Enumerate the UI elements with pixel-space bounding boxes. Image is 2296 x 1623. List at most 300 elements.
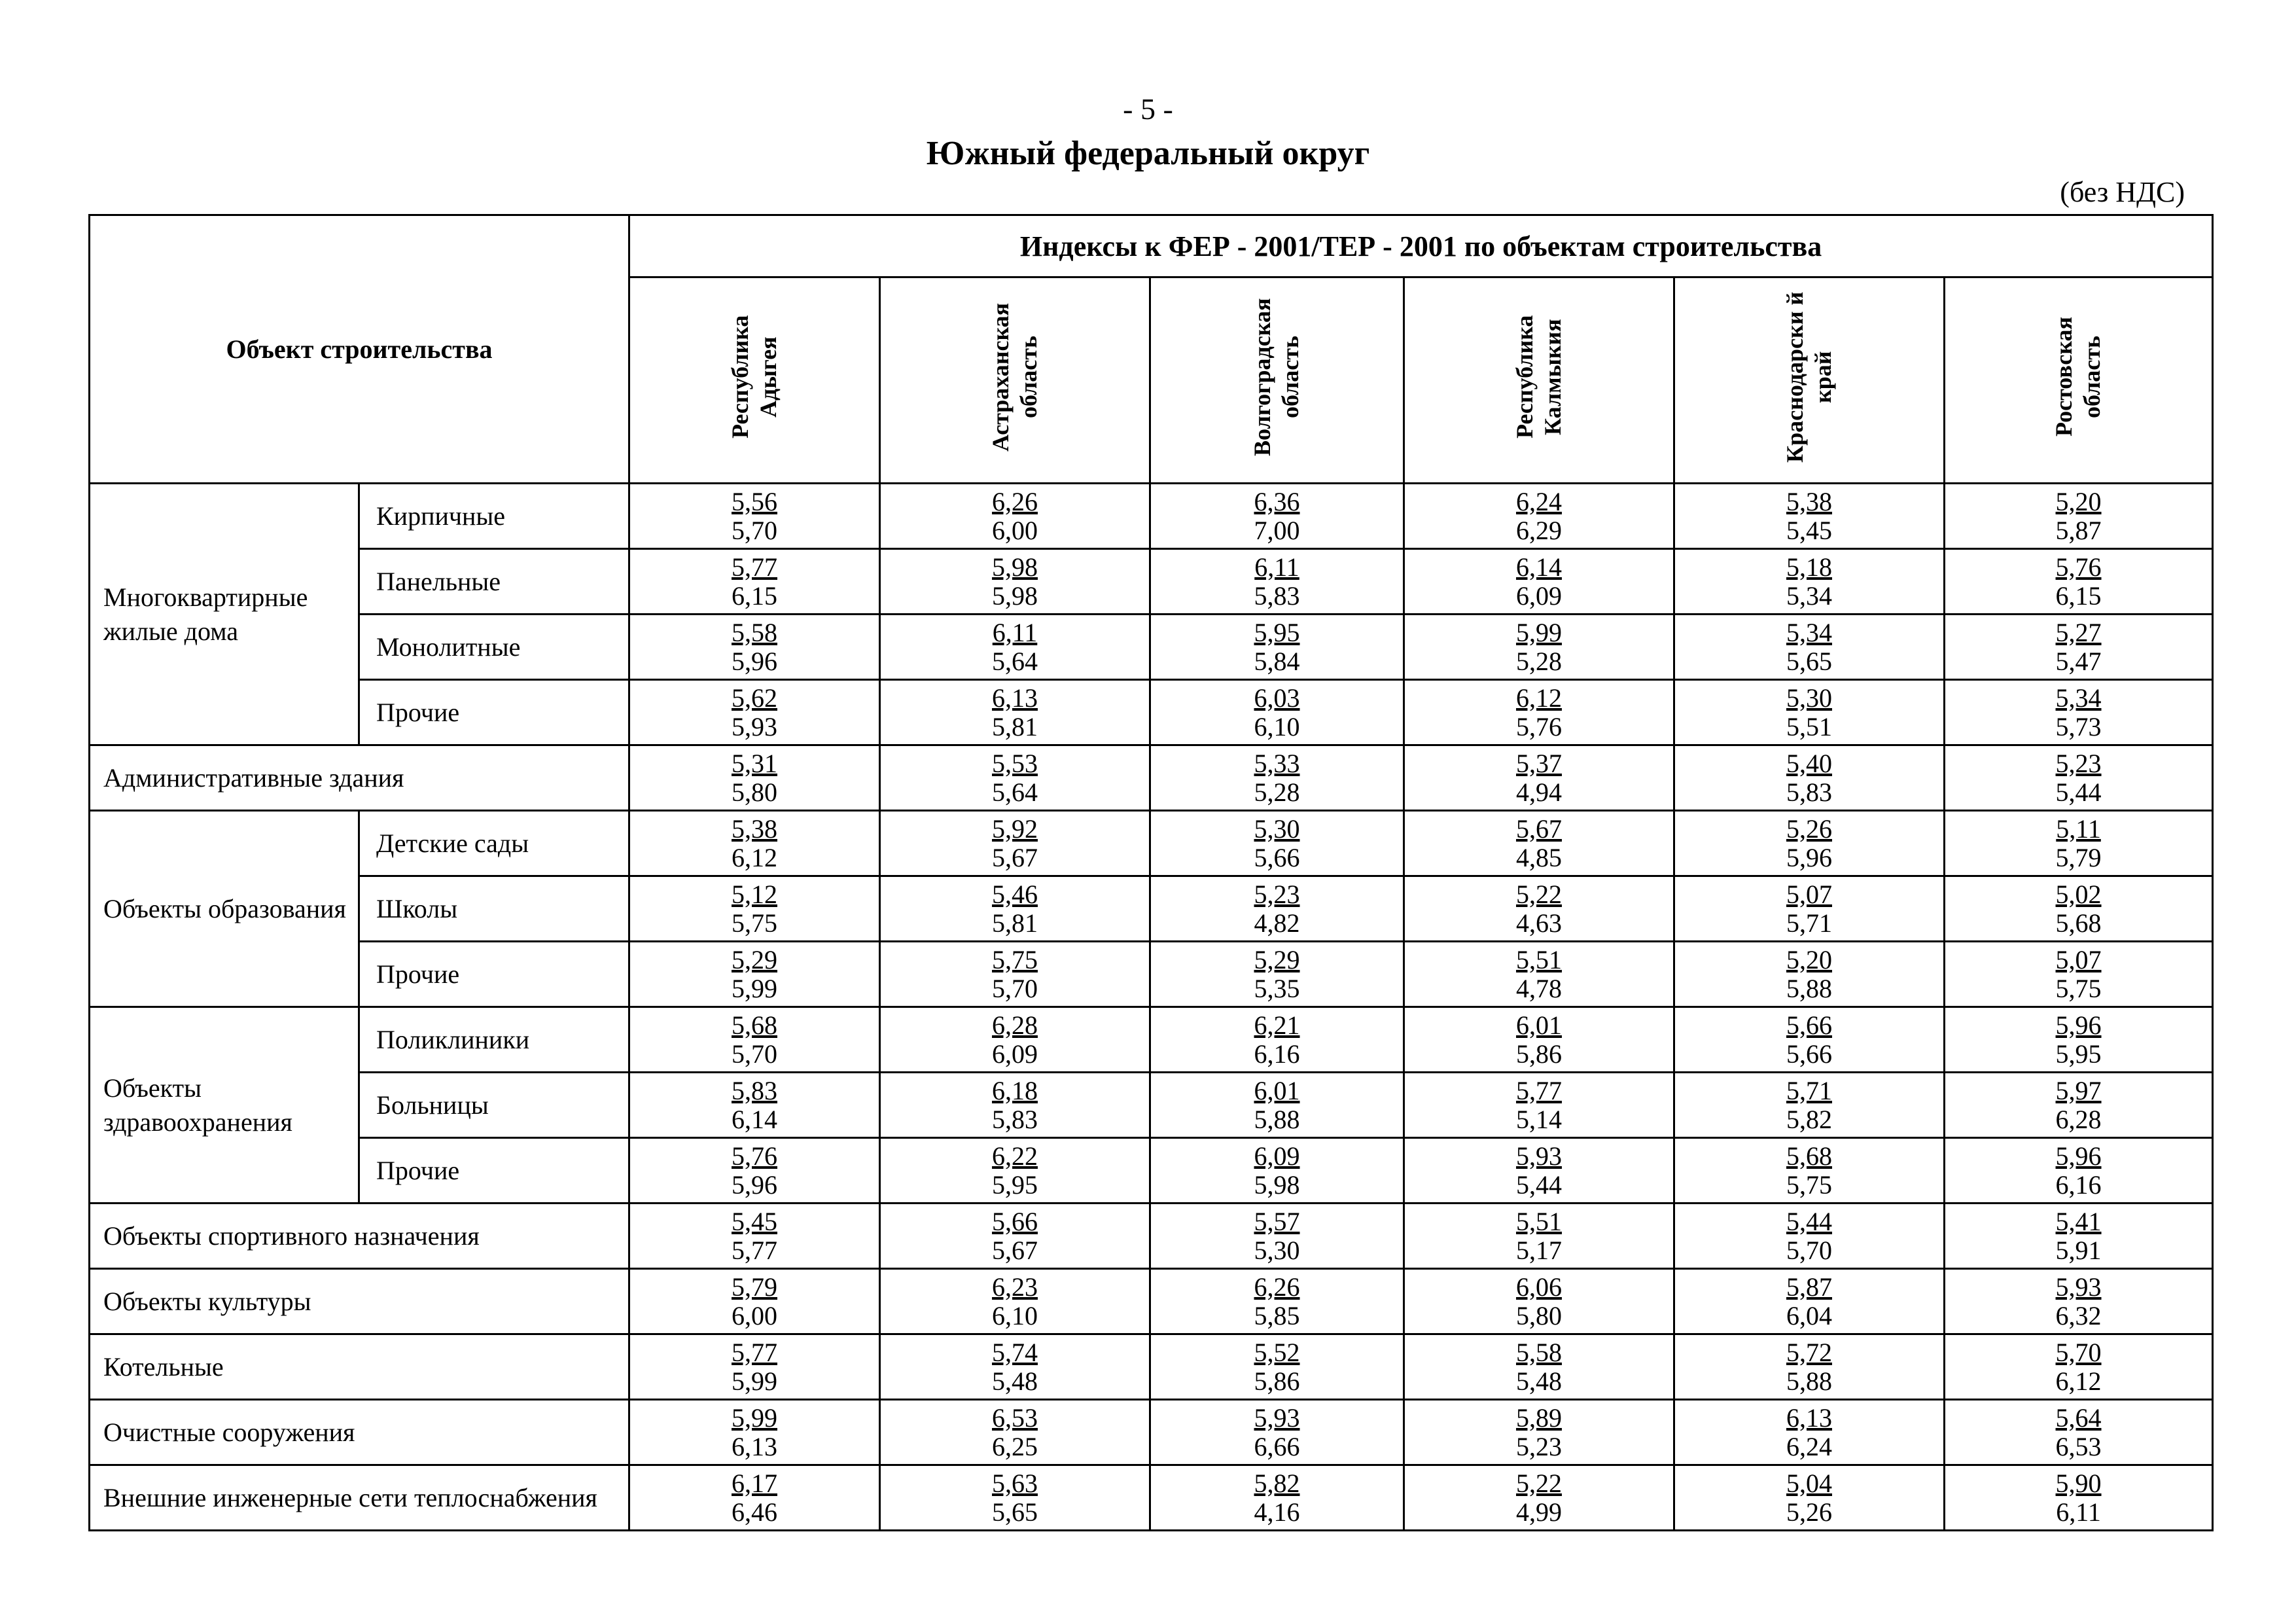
index-value-bottom: 5,75 (732, 908, 778, 938)
index-cell (1150, 1007, 1404, 1073)
index-value-bottom: 5,91 (2055, 1235, 2102, 1265)
index-value-top: 5,52 (1254, 1337, 1300, 1367)
index-value-bottom: 5,26 (1786, 1497, 1833, 1527)
index-cell (880, 811, 1150, 876)
index-value-bottom: 5,65 (1786, 646, 1833, 676)
subcategory-label: Кирпичные (359, 484, 629, 549)
index-value-top: 6,06 (1516, 1272, 1563, 1302)
index-value-top: 5,92 (992, 813, 1038, 844)
index-value-top: 6,03 (1254, 683, 1300, 713)
index-value-top: 5,41 (2055, 1206, 2102, 1236)
index-value-bottom: 5,81 (992, 908, 1038, 938)
index-cell (1150, 615, 1404, 680)
index-value-bottom: 6,46 (732, 1497, 778, 1527)
index-cell (1404, 1138, 1674, 1204)
index-cell (1150, 745, 1404, 811)
index-cell (1150, 1334, 1404, 1400)
index-value-top: 5,89 (1516, 1402, 1563, 1433)
index-cell (1674, 615, 1945, 680)
index-cell (1674, 811, 1945, 876)
category-label: Внешние инженерные сети теплоснабжения (90, 1465, 629, 1531)
index-value-top: 5,30 (1254, 813, 1300, 844)
subcategory-label: Поликлиники (359, 1007, 629, 1073)
index-value-top: 6,26 (1254, 1272, 1300, 1302)
index-cell (1404, 1007, 1674, 1073)
index-value-bottom: 4,85 (1516, 842, 1563, 872)
index-value-bottom: 5,83 (1254, 580, 1300, 611)
page-title: Южный федеральный округ (926, 135, 1370, 172)
index-value-top: 5,82 (1254, 1468, 1300, 1498)
region-header (1674, 277, 1945, 484)
table-row (90, 680, 2213, 745)
index-cell (1674, 745, 1945, 811)
index-value-bottom: 5,88 (1254, 1104, 1300, 1134)
index-cell (1945, 811, 2213, 876)
index-value-bottom: 5,88 (1786, 1366, 1833, 1396)
index-value-top: 5,72 (1786, 1337, 1833, 1367)
index-value-bottom: 5,82 (1786, 1104, 1833, 1134)
region-label: Астраханская область (987, 302, 1042, 452)
table-row (90, 1269, 2213, 1334)
index-value-top: 5,33 (1254, 748, 1300, 778)
index-cell (1404, 484, 1674, 549)
index-value-bottom: 4,94 (1516, 777, 1563, 807)
index-value-top: 5,26 (1786, 813, 1833, 844)
region-header (1945, 277, 2213, 484)
index-cell (1404, 876, 1674, 942)
index-value-bottom: 6,29 (1516, 515, 1563, 545)
indices-header: Индексы к ФЕР - 2001/ТЕР - 2001 по объектам строительства (629, 215, 2213, 277)
index-cell (629, 1269, 880, 1334)
index-value-bottom: 5,81 (992, 711, 1038, 741)
index-cell (1404, 615, 1674, 680)
index-value-bottom: 5,84 (1254, 646, 1300, 676)
category-label: Объекты культуры (90, 1269, 629, 1334)
index-value-top: 6,23 (992, 1272, 1038, 1302)
index-value-bottom: 6,09 (992, 1039, 1038, 1069)
index-value-bottom: 5,65 (992, 1497, 1038, 1527)
page-number: - 5 - (1123, 92, 1173, 126)
index-value-top: 5,97 (2055, 1075, 2102, 1105)
index-cell (1674, 1204, 1945, 1269)
index-cell (880, 745, 1150, 811)
index-value-bottom: 6,04 (1786, 1300, 1833, 1330)
index-value-bottom: 6,11 (2056, 1497, 2101, 1527)
index-value-top: 5,38 (1786, 486, 1833, 516)
index-value-top: 6,53 (992, 1402, 1038, 1433)
index-value-bottom: 5,70 (732, 515, 778, 545)
index-cell (1404, 549, 1674, 615)
index-value-top: 6,36 (1254, 486, 1300, 516)
index-value-top: 5,12 (732, 879, 778, 909)
index-value-top: 6,24 (1516, 486, 1563, 516)
index-value-top: 5,62 (732, 683, 778, 713)
index-value-top: 6,11 (1254, 552, 1299, 582)
index-value-bottom: 4,82 (1254, 908, 1300, 938)
index-value-bottom: 6,25 (992, 1431, 1038, 1461)
index-cell (1945, 745, 2213, 811)
index-cell (1150, 484, 1404, 549)
index-value-top: 5,71 (1786, 1075, 1833, 1105)
index-cell (1404, 745, 1674, 811)
table-row (90, 484, 2213, 549)
index-value-bottom: 5,83 (1786, 777, 1833, 807)
index-cell (1404, 1465, 1674, 1531)
index-cell (629, 942, 880, 1007)
index-value-top: 5,74 (992, 1337, 1038, 1367)
index-value-bottom: 5,44 (1516, 1169, 1563, 1200)
index-cell (880, 1204, 1150, 1269)
index-value-top: 6,18 (992, 1075, 1038, 1105)
index-value-top: 5,30 (1786, 683, 1833, 713)
index-value-bottom: 6,24 (1786, 1431, 1833, 1461)
category-label: Очистные сооружения (90, 1400, 629, 1465)
table-row (90, 1334, 2213, 1400)
index-value-top: 5,20 (2055, 486, 2102, 516)
region-label: Краснодарски й край (1781, 291, 1837, 463)
subcategory-label: Прочие (359, 942, 629, 1007)
index-cell (1945, 1007, 2213, 1073)
index-cell (880, 615, 1150, 680)
index-value-bottom: 4,78 (1516, 973, 1563, 1003)
index-cell (880, 1465, 1150, 1531)
index-cell (1674, 1465, 1945, 1531)
index-cell (1150, 549, 1404, 615)
index-value-bottom: 6,12 (732, 842, 778, 872)
index-value-top: 5,83 (732, 1075, 778, 1105)
index-value-bottom: 6,00 (732, 1300, 778, 1330)
index-value-top: 5,53 (992, 748, 1038, 778)
index-cell (1404, 1334, 1674, 1400)
index-value-top: 5,93 (2055, 1272, 2102, 1302)
index-cell (1674, 1334, 1945, 1400)
object-header: Объект строительства (90, 215, 629, 484)
index-cell (1150, 1400, 1404, 1465)
index-cell (880, 1400, 1150, 1465)
index-value-top: 5,87 (1786, 1272, 1833, 1302)
index-value-bottom: 6,16 (1254, 1039, 1300, 1069)
table-row (90, 1465, 2213, 1531)
index-value-bottom: 6,16 (2055, 1169, 2102, 1200)
index-value-top: 5,56 (732, 486, 778, 516)
index-value-top: 5,31 (732, 748, 778, 778)
index-value-bottom: 5,93 (732, 711, 778, 741)
index-value-bottom: 5,87 (2055, 515, 2102, 545)
index-value-top: 5,29 (732, 944, 778, 974)
index-value-top: 6,11 (992, 617, 1038, 647)
index-cell (1150, 1073, 1404, 1138)
index-cell (629, 1204, 880, 1269)
index-cell (1674, 1073, 1945, 1138)
index-value-top: 6,01 (1254, 1075, 1300, 1105)
index-value-top: 6,17 (732, 1468, 778, 1498)
index-cell (1945, 1400, 2213, 1465)
index-value-top: 5,27 (2055, 617, 2102, 647)
index-cell (1150, 1138, 1404, 1204)
index-cell (1945, 484, 2213, 549)
index-value-bottom: 5,75 (2055, 973, 2102, 1003)
index-value-bottom: 5,30 (1254, 1235, 1300, 1265)
region-label: Республика Адыгея (726, 315, 782, 439)
index-cell (1945, 1269, 2213, 1334)
index-value-bottom: 6,28 (2055, 1104, 2102, 1134)
index-value-bottom: 5,85 (1254, 1300, 1300, 1330)
index-cell (1945, 1465, 2213, 1531)
index-cell (880, 1334, 1150, 1400)
index-value-top: 5,51 (1516, 944, 1563, 974)
index-value-top: 5,66 (992, 1206, 1038, 1236)
index-value-top: 5,99 (732, 1402, 778, 1433)
index-value-top: 6,26 (992, 486, 1038, 516)
index-cell (629, 1007, 880, 1073)
index-value-top: 5,23 (2055, 748, 2102, 778)
subcategory-label: Панельные (359, 549, 629, 615)
index-value-top: 5,34 (1786, 617, 1833, 647)
index-value-bottom: 5,66 (1254, 842, 1300, 872)
index-value-top: 6,12 (1516, 683, 1563, 713)
index-value-top: 5,77 (1516, 1075, 1563, 1105)
index-value-top: 5,63 (992, 1468, 1038, 1498)
index-value-bottom: 5,80 (1516, 1300, 1563, 1330)
region-label: Волгоградская область (1249, 298, 1304, 456)
index-value-top: 5,40 (1786, 748, 1833, 778)
index-value-bottom: 5,67 (992, 842, 1038, 872)
category-label: Объекты спортивного назначения (90, 1204, 629, 1269)
index-cell (880, 1138, 1150, 1204)
index-value-top: 5,58 (1516, 1337, 1563, 1367)
index-value-top: 6,28 (992, 1010, 1038, 1040)
index-cell (1150, 942, 1404, 1007)
index-value-bottom: 5,86 (1516, 1039, 1563, 1069)
index-value-top: 5,64 (2055, 1402, 2102, 1433)
index-value-top: 5,22 (1516, 1468, 1563, 1498)
index-cell (1945, 680, 2213, 745)
index-value-top: 6,14 (1516, 552, 1563, 582)
index-value-top: 5,22 (1516, 879, 1563, 909)
index-value-bottom: 6,15 (732, 580, 778, 611)
index-cell (1150, 876, 1404, 942)
index-value-bottom: 5,44 (2055, 777, 2102, 807)
table-row (90, 876, 2213, 942)
category-label: Объекты здравоохранения (90, 1007, 359, 1204)
index-value-bottom: 5,86 (1254, 1366, 1300, 1396)
index-value-top: 6,21 (1254, 1010, 1300, 1040)
index-cell (1674, 1138, 1945, 1204)
index-value-top: 5,90 (2055, 1468, 2102, 1498)
table-row (90, 549, 2213, 615)
index-value-bottom: 5,99 (732, 973, 778, 1003)
index-value-bottom: 5,48 (992, 1366, 1038, 1396)
index-cell (629, 745, 880, 811)
index-value-top: 5,79 (732, 1272, 778, 1302)
index-value-bottom: 5,70 (732, 1039, 778, 1069)
index-value-bottom: 5,88 (1786, 973, 1833, 1003)
table-row (90, 745, 2213, 811)
index-cell (880, 1007, 1150, 1073)
index-value-top: 5,07 (2055, 944, 2102, 974)
index-value-bottom: 6,66 (1254, 1431, 1300, 1461)
index-value-bottom: 5,76 (1516, 711, 1563, 741)
index-value-top: 6,09 (1254, 1141, 1300, 1171)
category-label: Котельные (90, 1334, 629, 1400)
index-value-bottom: 6,53 (2055, 1431, 2102, 1461)
subcategory-label: Монолитные (359, 615, 629, 680)
subcategory-label: Прочие (359, 680, 629, 745)
index-cell (629, 1138, 880, 1204)
index-value-bottom: 5,28 (1516, 646, 1563, 676)
index-value-top: 5,11 (2056, 813, 2101, 844)
index-value-bottom: 5,99 (732, 1366, 778, 1396)
index-cell (629, 876, 880, 942)
index-cell (629, 549, 880, 615)
index-value-bottom: 6,09 (1516, 580, 1563, 611)
category-label: Административные здания (90, 745, 629, 811)
category-label: Многоквартирные жилые дома (90, 484, 359, 745)
index-value-top: 6,13 (1786, 1402, 1833, 1433)
index-value-top: 5,66 (1786, 1010, 1833, 1040)
index-cell (880, 484, 1150, 549)
index-cell (1945, 942, 2213, 1007)
index-value-top: 5,77 (732, 1337, 778, 1367)
index-value-top: 5,96 (2055, 1010, 2102, 1040)
vat-note: (без НДС) (2060, 176, 2185, 208)
index-cell (1674, 942, 1945, 1007)
index-value-top: 5,18 (1786, 552, 1833, 582)
index-value-bottom: 5,51 (1786, 711, 1833, 741)
index-value-bottom: 5,71 (1786, 908, 1833, 938)
subcategory-label: Прочие (359, 1138, 629, 1204)
index-value-bottom: 5,48 (1516, 1366, 1563, 1396)
index-value-top: 5,29 (1254, 944, 1300, 974)
index-value-top: 5,70 (2055, 1337, 2102, 1367)
index-cell (880, 1269, 1150, 1334)
index-value-top: 5,45 (732, 1206, 778, 1236)
index-value-top: 6,13 (992, 683, 1038, 713)
subcategory-label: Больницы (359, 1073, 629, 1138)
index-value-bottom: 5,95 (2055, 1039, 2102, 1069)
index-cell (1404, 1400, 1674, 1465)
index-value-bottom: 5,80 (732, 777, 778, 807)
subcategory-label: Детские сады (359, 811, 629, 876)
region-label: Ростовская область (2051, 317, 2106, 437)
index-value-bottom: 5,96 (732, 1169, 778, 1200)
index-value-bottom: 5,68 (2055, 908, 2102, 938)
index-cell (1674, 1269, 1945, 1334)
index-value-bottom: 5,23 (1516, 1431, 1563, 1461)
index-value-top: 6,22 (992, 1141, 1038, 1171)
index-cell (880, 876, 1150, 942)
index-cell (629, 615, 880, 680)
index-value-top: 5,23 (1254, 879, 1300, 909)
index-value-bottom: 5,64 (992, 646, 1038, 676)
region-header (1150, 277, 1404, 484)
index-cell (1404, 942, 1674, 1007)
index-value-bottom: 5,17 (1516, 1235, 1563, 1265)
index-value-bottom: 5,28 (1254, 777, 1300, 807)
index-value-bottom: 6,13 (732, 1431, 778, 1461)
index-cell (629, 811, 880, 876)
index-cell (1150, 1204, 1404, 1269)
index-value-top: 5,44 (1786, 1206, 1833, 1236)
index-value-top: 5,02 (2055, 879, 2102, 909)
index-value-top: 5,57 (1254, 1206, 1300, 1236)
index-cell (880, 1073, 1150, 1138)
index-value-bottom: 5,47 (2055, 646, 2102, 676)
index-value-top: 5,58 (732, 617, 778, 647)
index-value-top: 5,07 (1786, 879, 1833, 909)
table-row (90, 1007, 2213, 1073)
index-cell (1404, 680, 1674, 745)
index-cell (1404, 1269, 1674, 1334)
index-cell (1674, 1400, 1945, 1465)
index-cell (1150, 1269, 1404, 1334)
index-value-bottom: 6,10 (992, 1300, 1038, 1330)
table-row (90, 1400, 2213, 1465)
index-cell (1674, 549, 1945, 615)
index-value-bottom: 6,10 (1254, 711, 1300, 741)
index-cell (1945, 876, 2213, 942)
index-value-top: 5,68 (732, 1010, 778, 1040)
index-value-top: 5,96 (2055, 1141, 2102, 1171)
index-value-top: 5,38 (732, 813, 778, 844)
index-cell (1150, 680, 1404, 745)
index-cell (1674, 484, 1945, 549)
table-row (90, 1138, 2213, 1204)
table-row (90, 615, 2213, 680)
index-value-bottom: 5,45 (1786, 515, 1833, 545)
index-value-bottom: 5,73 (2055, 711, 2102, 741)
index-value-bottom: 5,75 (1786, 1169, 1833, 1200)
index-value-top: 5,34 (2055, 683, 2102, 713)
index-value-bottom: 7,00 (1254, 515, 1300, 545)
index-value-bottom: 5,70 (1786, 1235, 1833, 1265)
index-value-top: 5,95 (1254, 617, 1300, 647)
index-value-bottom: 5,79 (2055, 842, 2102, 872)
index-value-bottom: 5,70 (992, 973, 1038, 1003)
table-row (90, 811, 2213, 876)
index-value-top: 5,93 (1254, 1402, 1300, 1433)
index-value-bottom: 6,15 (2055, 580, 2102, 611)
index-cell (880, 549, 1150, 615)
index-cell (1945, 549, 2213, 615)
index-cell (1404, 1204, 1674, 1269)
index-value-bottom: 6,14 (732, 1104, 778, 1134)
index-cell (629, 1465, 880, 1531)
index-cell (629, 1334, 880, 1400)
index-value-bottom: 4,63 (1516, 908, 1563, 938)
index-cell (1150, 1465, 1404, 1531)
index-value-top: 5,20 (1786, 944, 1833, 974)
index-cell (1945, 1138, 2213, 1204)
index-value-top: 6,01 (1516, 1010, 1563, 1040)
index-value-bottom: 5,83 (992, 1104, 1038, 1134)
index-value-top: 5,93 (1516, 1141, 1563, 1171)
index-value-top: 5,37 (1516, 748, 1563, 778)
region-header (880, 277, 1150, 484)
index-cell (1674, 876, 1945, 942)
index-value-bottom: 5,67 (992, 1235, 1038, 1265)
index-value-bottom: 5,64 (992, 777, 1038, 807)
index-value-bottom: 5,96 (732, 646, 778, 676)
index-value-bottom: 5,14 (1516, 1104, 1563, 1134)
index-value-top: 5,46 (992, 879, 1038, 909)
index-value-bottom: 6,00 (992, 515, 1038, 545)
index-value-bottom: 5,66 (1786, 1039, 1833, 1069)
index-value-bottom: 6,32 (2055, 1300, 2102, 1330)
index-cell (629, 1073, 880, 1138)
index-value-bottom: 5,34 (1786, 580, 1833, 611)
index-value-bottom: 5,98 (1254, 1169, 1300, 1200)
